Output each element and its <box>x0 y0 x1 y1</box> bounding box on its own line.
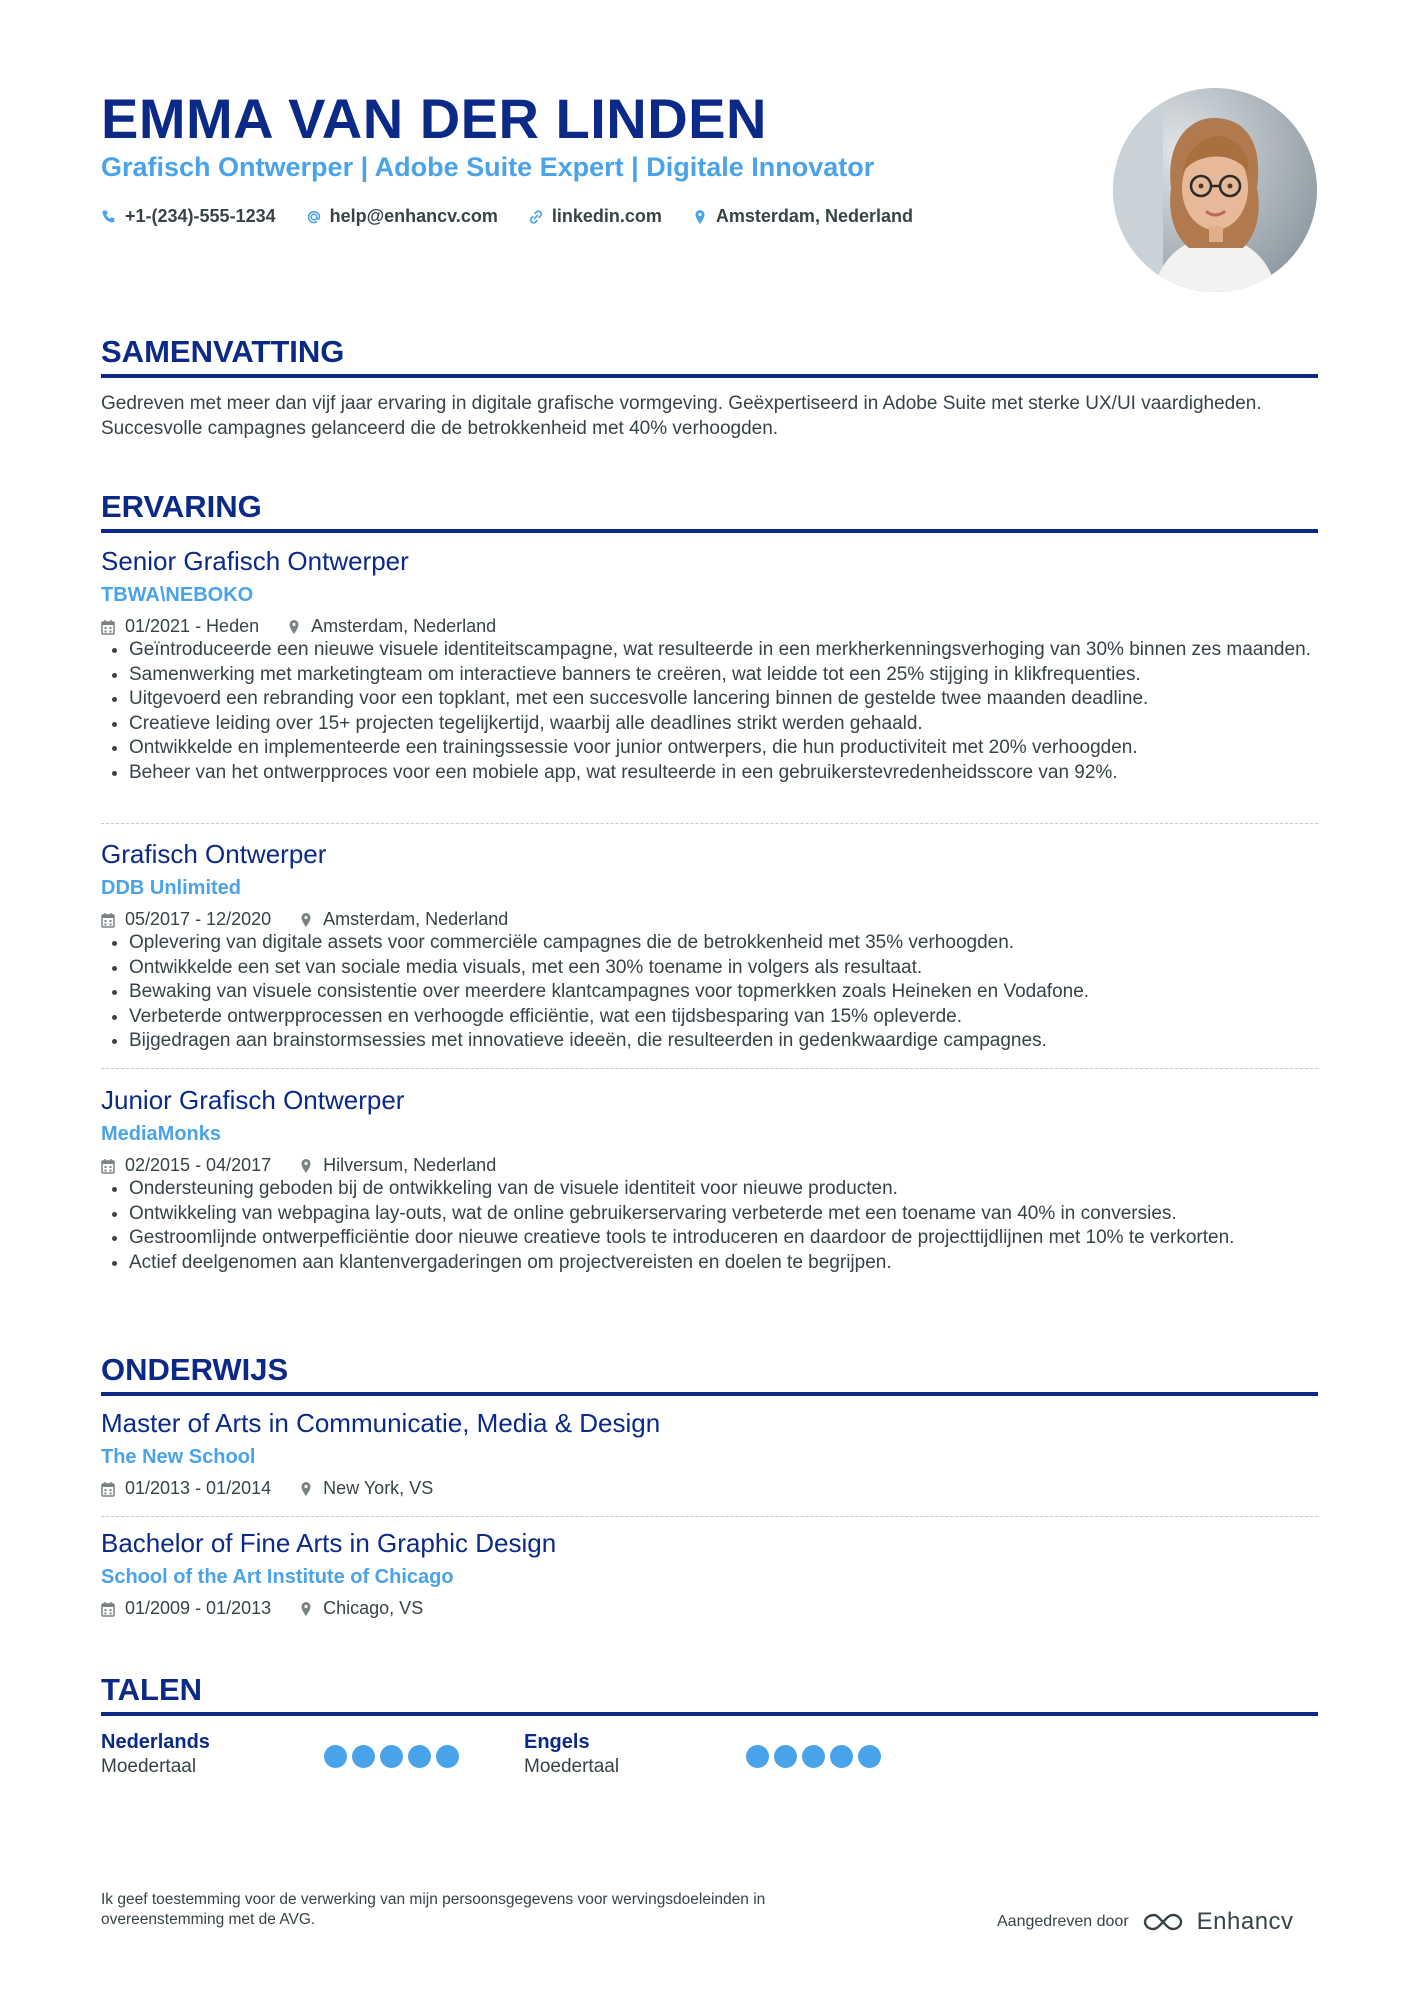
location-pin-icon <box>299 912 313 928</box>
education-dates <box>101 1478 271 1499</box>
dates-text: 05/2017 - 12/2020 <box>125 909 272 929</box>
job-meta <box>101 616 496 637</box>
job-bullets <box>101 931 1324 1054</box>
education-location <box>299 1478 433 1499</box>
list-item: • Verbeterde ontwerpprocessen en verhoogde efficiëntie, wat een tijdsbesparing van 15% opleverde. <box>129 1005 1324 1030</box>
location-pin-icon <box>299 1481 313 1497</box>
email-text: help@enhancv.com <box>329 206 498 226</box>
avatar-portrait-icon <box>1113 88 1317 292</box>
enhancv-logo-icon <box>1141 1911 1185 1933</box>
contact-location <box>692 206 913 227</box>
at-icon <box>306 209 322 225</box>
list-item: • Geïntroduceerde een nieuwe visuele identiteitscampagne, wat resulteerde in een merkherkenningsverhoging van 30% binnen zes maanden. <box>129 638 1324 663</box>
entry-divider <box>101 1516 1318 1517</box>
job-bullets <box>101 1177 1324 1275</box>
education-meta <box>101 1598 423 1619</box>
candidate-tagline: Grafisch Ontwerper | Adobe Suite Expert | Digitale Innovator <box>101 152 875 182</box>
consent-note: Ik geef toestemming voor de verwerking van mijn persoonsgegevens voor wervingsdoeleinden in overeenstemming met de AVG. <box>101 1891 766 1928</box>
phone-icon <box>101 209 117 225</box>
list-item: • Bijgedragen aan brainstormsessies met innovatieve ideeën, die resulteerden in gedenkwaardige campagnes. <box>129 1029 1324 1054</box>
rating-dot <box>352 1745 375 1768</box>
language-level: Moedertaal <box>101 1756 197 1777</box>
location-text: Amsterdam, Nederland <box>323 909 509 929</box>
list-item: • Ontwikkeling van webpagina lay-outs, wat de online gebruikerservaring verbeterde met een toename van 40% in conversies. <box>129 1202 1324 1227</box>
section-divider <box>101 529 1318 533</box>
list-item: • Gestroomlijnde ontwerpefficiëntie door nieuwe creatieve tools te introduceren en daardoor de projecttijdlijnen met 10% te verkorten. <box>129 1226 1324 1251</box>
summary-text: Gedreven met meer dan vijf jaar ervaring in digitale grafische vormgeving. Geëxpertiseerd in Adobe Suite met sterke UX/UI vaardigheden. Succesvolle campagnes gelanceerd die de betrokkenheid met 40% verhoogden. <box>101 393 1262 439</box>
candidate-name: EMMA VAN DER LINDEN <box>101 87 767 150</box>
contact-phone[interactable] <box>101 206 276 227</box>
dates-text: 02/2015 - 04/2017 <box>125 1155 272 1175</box>
contact-bar <box>101 206 913 227</box>
rating-dot <box>858 1745 881 1768</box>
list-item: • Uitgevoerd een rebranding voor een topklant, met een succesvolle lancering binnen de gestelde twee maanden deadline. <box>129 687 1324 712</box>
location-pin-icon <box>287 619 301 635</box>
calendar-icon <box>101 1601 115 1617</box>
dates-text: 01/2013 - 01/2014 <box>125 1478 272 1498</box>
job-location <box>299 909 508 930</box>
job-dates <box>101 1155 271 1176</box>
rating-dot <box>802 1745 825 1768</box>
school-name: School of the Art Institute of Chicago <box>101 1566 454 1588</box>
entry-divider <box>101 1068 1318 1069</box>
rating-dot <box>324 1745 347 1768</box>
job-location <box>287 616 496 637</box>
list-item: • Samenwerking met marketingteam om interactieve banners te creëren, wat leidde tot een 25% stijging in klikfrequenties. <box>129 663 1324 688</box>
list-item: • Ontwikkelde en implementeerde een trainingssessie voor junior ontwerpers, die hun productiviteit met 20% verhoogden. <box>129 736 1324 761</box>
section-divider <box>101 374 1318 378</box>
list-item: • Bewaking van visuele consistentie over meerdere klantcampagnes voor topmerkken zoals Heineken en Vodafone. <box>129 980 1324 1005</box>
company-name: MediaMonks <box>101 1123 222 1145</box>
section-title-summary: SAMENVATTING <box>101 334 345 369</box>
section-divider <box>101 1712 1318 1716</box>
linkedin-text: linkedin.com <box>551 206 662 226</box>
location-text: Chicago, VS <box>323 1598 424 1618</box>
language-level: Moedertaal <box>524 1756 620 1777</box>
list-item: • Ondersteuning geboden bij de ontwikkeling van de visuele identiteit voor nieuwe producten. <box>129 1177 1324 1202</box>
degree-title: Bachelor of Fine Arts in Graphic Design <box>101 1528 557 1558</box>
education-location <box>299 1598 423 1619</box>
dates-text: 01/2009 - 01/2013 <box>125 1598 272 1618</box>
rating-dot <box>774 1745 797 1768</box>
list-item: • Creatieve leiding over 15+ projecten tegelijkertijd, waarbij alle deadlines strikt werden gehaald. <box>129 712 1324 737</box>
language-name: Nederlands <box>101 1731 210 1753</box>
rating-dot <box>436 1745 459 1768</box>
rating-dot <box>380 1745 403 1768</box>
dates-text: 01/2021 - Heden <box>125 616 260 636</box>
calendar-icon <box>101 619 115 635</box>
job-meta <box>101 1155 496 1176</box>
section-divider <box>101 1392 1318 1396</box>
location-pin-icon <box>299 1601 313 1617</box>
education-meta <box>101 1478 433 1499</box>
list-item: • Ontwikkelde een set van sociale media visuals, met een 30% toename in volgers als resultaat. <box>129 956 1324 981</box>
location-text: New York, VS <box>323 1478 434 1498</box>
job-location <box>299 1155 496 1176</box>
job-dates <box>101 616 259 637</box>
calendar-icon <box>101 1158 115 1174</box>
list-item: • Oplevering van digitale assets voor commerciële campagnes die de betrokkenheid met 35% verhoogden. <box>129 931 1324 956</box>
powered-by-label: Aangedreven door <box>997 1913 1129 1930</box>
degree-title: Master of Arts in Communicatie, Media & Design <box>101 1408 661 1438</box>
language-name: Engels <box>524 1731 590 1753</box>
job-title: Junior Grafisch Ontwerper <box>101 1085 405 1115</box>
job-meta <box>101 909 508 930</box>
link-icon <box>528 209 544 225</box>
language-rating <box>324 1745 459 1768</box>
list-item: • Beheer van het ontwerpproces voor een mobiele app, wat resulteerde in een gebruikerstevredenheidsscore van 92%. <box>129 761 1324 786</box>
powered-by[interactable] <box>997 1908 1294 1936</box>
company-name: DDB Unlimited <box>101 877 241 899</box>
section-title-education: ONDERWIJS <box>101 1352 289 1387</box>
education-dates <box>101 1598 271 1619</box>
rating-dot <box>830 1745 853 1768</box>
location-text: Hilversum, Nederland <box>323 1155 497 1175</box>
job-dates <box>101 909 271 930</box>
calendar-icon <box>101 1481 115 1497</box>
profile-photo <box>1113 88 1317 292</box>
rating-dot <box>408 1745 431 1768</box>
language-rating <box>746 1745 881 1768</box>
location-text: Amsterdam, Nederland <box>311 616 497 636</box>
location-text: Amsterdam, Nederland <box>715 206 913 226</box>
contact-linkedin[interactable] <box>528 206 662 227</box>
contact-email[interactable] <box>306 206 498 227</box>
section-title-experience: ERVARING <box>101 489 262 524</box>
job-bullets <box>101 638 1324 785</box>
list-item: • Actief deelgenomen aan klantenvergaderingen om projectvereisten en doelen te begrijpen. <box>129 1251 1324 1276</box>
company-name: TBWA\NEBOKO <box>101 584 254 606</box>
phone-text: +1-(234)-555-1234 <box>125 206 276 226</box>
location-pin-icon <box>692 209 708 225</box>
location-pin-icon <box>299 1158 313 1174</box>
school-name: The New School <box>101 1446 256 1468</box>
calendar-icon <box>101 912 115 928</box>
section-title-languages: TALEN <box>101 1672 203 1707</box>
rating-dot <box>746 1745 769 1768</box>
entry-divider <box>101 823 1318 824</box>
brand-name: Enhancv <box>1196 1908 1294 1935</box>
job-title: Senior Grafisch Ontwerper <box>101 546 409 576</box>
job-title: Grafisch Ontwerper <box>101 839 327 869</box>
